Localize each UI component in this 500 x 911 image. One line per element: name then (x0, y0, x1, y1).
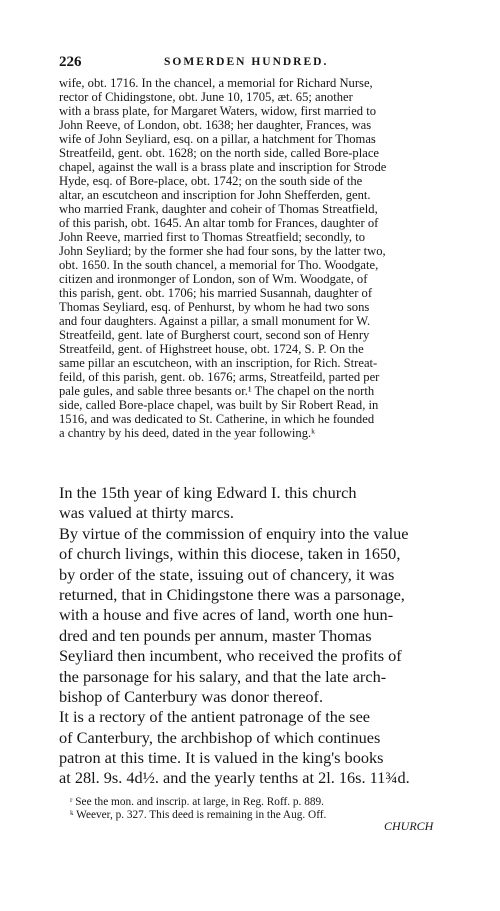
main-text (59, 483, 451, 789)
text-line: John Seyliard; by the former she had four sons, by the latter two, (59, 244, 386, 258)
text-line: citizen and ironmonger of London, son of Wm. Woodgate, of (59, 272, 368, 286)
text-line: John Reeve, married first to Thomas Streatfield; secondly, to (59, 230, 366, 244)
small-print-paragraph (59, 76, 451, 440)
text-line: pale gules, and sable three besants or.¹ The chapel on the north (59, 384, 375, 398)
text-line: Streatfeild, gent. late of Burgherst court, second son of Henry (59, 328, 370, 342)
text-line: In the 15th year of king Edward I. this church (59, 483, 357, 502)
text-line: at 28l. 9s. 4d½. and the yearly tenths at 2l. 16s. 11¾d. (59, 768, 410, 788)
text-line: 1516, and was dedicated to St. Catherine, in which he founded (59, 412, 375, 426)
text-line: returned, that in Chidingstone there was a parsonage, (59, 584, 405, 604)
text-line: with a house and five acres of land, worth one hun- (59, 605, 394, 625)
page-number: 226 (59, 54, 82, 70)
text-line: chapel, against the wall is a brass plate and inscription for Strode (59, 160, 387, 174)
text-line: wife, obt. 1716. In the chancel, a memorial for Richard Nurse, (59, 76, 373, 90)
text-line: the parsonage for his salary, and that the late arch- (59, 666, 387, 686)
text-line: of Canterbury, the archbishop of which continues (59, 727, 381, 747)
text-line: with a brass plate, for Margaret Waters, widow, first married to (59, 104, 377, 118)
text-line: of this parish, obt. 1645. An altar tomb for Frances, daughter of (59, 216, 379, 230)
text-line: obt. 1650. In the south chancel, a memorial for Tho. Woodgate, (59, 258, 379, 272)
text-line: a chantry by his deed, dated in the year following.ᵏ (59, 426, 316, 440)
text-line: Streatfeild, gent. obt. 1628; on the north side, called Bore-place (59, 146, 379, 160)
text-line: same pillar an escutcheon, with an inscription, for Rich. Streat- (59, 356, 378, 370)
text-line: By virtue of the commission of enquiry into the value (59, 523, 409, 543)
running-head: SOMERDEN HUNDRED. (164, 56, 329, 68)
text-line: dred and ten pounds per annum, master Thomas (59, 625, 372, 645)
text-line: Seyliard then incumbent, who received the profits of (59, 646, 402, 666)
text-line: rector of Chidingstone, obt. June 10, 1705, æt. 65; another (59, 90, 353, 104)
catchword: CHURCH (384, 819, 434, 833)
text-line: this parish, gent. obt. 1706; his married Susannah, daughter of (59, 286, 373, 300)
text-line: side, called Bore-place chapel, was built by Sir Robert Read, in (59, 398, 379, 412)
text-line: It is a rectory of the antient patronage of the see (59, 707, 371, 727)
text-line: John Reeve, of London, obt. 1638; her daughter, Frances, was (59, 118, 372, 132)
text-line: wife of John Seyliard, esq. on a pillar, a hatchment for Thomas (59, 132, 376, 146)
footnote: ᵏ Weever, p. 327. This deed is remaining in the Aug. Off. (70, 809, 327, 821)
text-line: Hyde, esq. of Bore-place, obt. 1742; on the south side of the (59, 174, 363, 188)
text-line: by order of the state, issuing out of chancery, it was (59, 564, 395, 584)
page-header (59, 54, 449, 74)
text-line: bishop of Canterbury was donor thereof. (59, 686, 324, 706)
footnote: ʳ See the mon. and inscrip. at large, in Reg. Roff. p. 889. (70, 796, 324, 808)
text-line: of church livings, within this diocese, taken in 1650, (59, 544, 401, 564)
text-line: feild, of this parish, gent. ob. 1676; arms, Streatfeild, parted per (59, 370, 380, 384)
text-line: was valued at thirty marcs. (59, 503, 234, 523)
text-line: Streatfeild, gent. of Highstreet house, obt. 1724, S. P. On the (59, 342, 364, 356)
text-line: and four daughters. Against a pillar, a small monument for W. (59, 314, 371, 328)
text-line: who married Frank, daughter and coheir of Thomas Streatfield, (59, 202, 378, 216)
text-line: patron at this time. It is valued in the king's books (59, 748, 384, 768)
text-line: altar, an escutcheon and inscription for John Shefferden, gent. (59, 188, 371, 202)
text-line: Thomas Seyliard, esq. of Penhurst, by whom he had two sons (59, 300, 370, 314)
